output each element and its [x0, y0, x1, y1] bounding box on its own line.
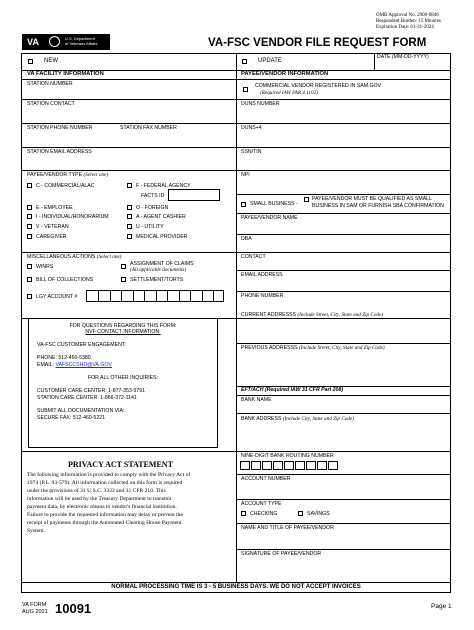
phone-label: PHONE NUMBER: [241, 293, 284, 299]
lgy-account-input[interactable]: [86, 290, 224, 302]
bank-address-label: BANK ADDRESS (Include City, State and Zip Code): [241, 416, 355, 422]
type-a-label: A - AGENT CASHIER: [136, 214, 186, 220]
lgy-label: LGY ACCOUNT #: [36, 294, 78, 300]
station-number-label: STATION NUMBER: [27, 81, 73, 87]
current-address-label: CURRENT ADDRESSS (Include Street, City, State and Zip Code): [241, 312, 384, 318]
dba-label: DBA: [241, 236, 252, 242]
logo-va-text: VA: [27, 37, 39, 47]
account-type-label: ACCOUNT TYPE: [241, 501, 282, 507]
new-checkbox[interactable]: [28, 59, 33, 64]
caregiver-checkbox[interactable]: [27, 234, 32, 239]
settlement-label: SETTLEMENT/TORTS: [130, 277, 184, 283]
contact-label: CONTACT: [241, 254, 266, 260]
contact-fax: SECURE FAX: 512-460-5221: [37, 415, 106, 421]
type-u-label: U - UTILITY: [136, 224, 164, 230]
type-a-checkbox[interactable]: [127, 214, 132, 219]
va-seal-icon: [49, 36, 60, 47]
small-business-req2: BUSINESS IN SAM OR FURNISH SBA CONFIRMATION: [312, 203, 444, 209]
misc-actions-label: MISCELLANEOUS ACTIONS (Select one): [27, 254, 122, 260]
commercial-vendor-hint: (Required IAW FAR 4.1102): [260, 90, 318, 96]
logo-dept-text: U.S. Department of Veterans Affairs: [65, 36, 98, 46]
routing-label: NINE-DIGIT BANK ROUTING NUMBER: [241, 453, 334, 459]
type-e-label: E - EMPLOYEE: [36, 205, 73, 211]
facts-id-label: FACTS ID: [141, 193, 165, 199]
privacy-title: PRIVACY ACT STATEMENT: [68, 460, 173, 469]
type-i-checkbox[interactable]: [27, 214, 32, 219]
bill-label: BILL OF COLLECTIONS: [36, 277, 94, 283]
facts-id-input[interactable]: [168, 189, 220, 201]
commercial-vendor-label: COMMERCIAL VENDOR REGISTERED IN SAM.GOV: [255, 83, 382, 89]
signature-label: SIGNATURE OF PAYEE/VENDOR: [241, 551, 322, 557]
type-i-label: I - INDIVIDUAL/HONORARIUM: [36, 214, 109, 220]
winrs-label: WINRS: [36, 264, 54, 270]
form-number: 10091: [55, 601, 92, 616]
type-v-checkbox[interactable]: [27, 224, 32, 229]
payee-type-label: PAYEE/VENDOR TYPE (Select one): [27, 172, 109, 178]
duns4-label: DUNS+4: [241, 125, 262, 131]
station-phone-label: STATION PHONE NUMBER: [27, 125, 93, 131]
contact-phone: PHONE: 512-460-5380: [37, 355, 91, 361]
assignment-hint: (All applicable documents): [130, 267, 187, 273]
small-business-confirm-checkbox[interactable]: [304, 197, 309, 202]
commercial-vendor-checkbox[interactable]: [243, 87, 248, 92]
contact-scc: STATION CARE CENTER: 1-866-372-1141: [37, 395, 137, 401]
contact-nvf: NVF CONTACT INFORMATION:: [85, 329, 161, 335]
medical-label: MEDICAL PROVIDER: [136, 234, 188, 240]
va-facility-header: VA FACILITY INFORMATION: [27, 71, 104, 77]
bank-name-label: BANK NAME: [241, 397, 272, 403]
savings-checkbox[interactable]: [298, 511, 303, 516]
contact-email-link[interactable]: VAFSCCSHD@VA.GOV: [55, 362, 112, 368]
eft-ach-label: EFT/ACH (Required IAW 31 CFR Part 208): [241, 387, 344, 393]
checking-checkbox[interactable]: [241, 511, 246, 516]
name-title-label: NAME AND TITLE OF PAYEE/VENDOR: [241, 525, 334, 531]
type-o-label: O - FOREIGN: [136, 205, 169, 211]
va-form-label: VA FORM AUG 2021: [22, 602, 48, 615]
type-u-checkbox[interactable]: [127, 224, 132, 229]
previous-address-label: PREVIOUS ADDRESSS (Include Street, City, State and Zip Code): [241, 345, 385, 351]
assignment-checkbox[interactable]: [121, 264, 126, 269]
duns-label: DUNS NUMBER: [241, 101, 280, 107]
date-label: DATE (MM-DD-YYYY): [377, 54, 429, 60]
update-checkbox[interactable]: [242, 59, 247, 64]
contact-engagement: VA-FSC CUSTOMER ENGAGEMENT:: [37, 342, 126, 348]
small-business-req1: PAYEE/VENDOR MUST BE QUALIFIED AS SMALL: [312, 196, 432, 202]
type-f-label: F - FEDERAL AGENCY: [136, 183, 191, 189]
type-v-label: V - VETERAN: [36, 224, 69, 230]
payee-name-label: PAYEE/VENDOR NAME: [241, 215, 298, 221]
account-number-label: ACCOUNT NUMBER: [241, 476, 291, 482]
type-o-checkbox[interactable]: [127, 205, 132, 210]
caregiver-label: CAREGIVER: [36, 234, 67, 240]
type-f-checkbox[interactable]: [127, 183, 132, 188]
privacy-body: The following information is provided to comply with the Privacy Act of 1974 (P.L. 93-579). All information collected on this form is required under the provisions of 31 U.S.C. 3322 and 31 CFR 210. This information will be used by the Treasury Department to transmit payment data, by electronic means to vendor's financial institution. Failure to provide the requested information may delay or prevent the receipt of payments through the Automated Clearing House Payment System.: [27, 472, 191, 534]
omb-approval: OMB Approval No. 2900-0846 Respondent Burden: 15 Minutes Expiration Date: 01-31-2024: [376, 13, 441, 30]
station-contact-label: STATION CONTACT: [27, 101, 75, 107]
settlement-checkbox[interactable]: [121, 277, 126, 282]
contact-email: EMAIL: VAFSCCSHD@VA.GOV: [37, 362, 112, 368]
date-input[interactable]: [377, 61, 447, 69]
new-label: NEW: [44, 58, 58, 64]
contact-other: FOR ALL OTHER INQUIRIES:: [87, 375, 159, 381]
checking-label: CHECKING: [250, 511, 278, 517]
page-number: Page 1: [431, 603, 452, 610]
lgy-checkbox[interactable]: [27, 294, 32, 299]
ssn-label: SSN/TIN: [241, 149, 262, 155]
processing-note: NORMAL PROCESSING TIME IS 3 - 5 BUSINESS DAYS. WE DO NOT ACCEPT INVOICES: [111, 584, 361, 590]
type-c-checkbox[interactable]: [27, 183, 32, 188]
small-business-label: SMALL BUSINESS -: [250, 201, 298, 207]
contact-ccc: CUSTOMER CARE CENTER: 1-877-353-9791: [37, 388, 146, 394]
winrs-checkbox[interactable]: [27, 264, 32, 269]
medical-checkbox[interactable]: [127, 234, 132, 239]
contact-questions: FOR QUESTIONS REGARDING THIS FORM:: [69, 323, 177, 329]
update-label: UPDATE: [258, 58, 282, 64]
va-logo: [22, 34, 110, 50]
contact-submit: SUBMIT ALL DOCUMENTATION VIA:: [37, 408, 125, 414]
savings-label: SAVINGS: [307, 511, 330, 517]
type-c-label: C - COMMERCIAL/ALAC: [36, 183, 95, 189]
station-email-label: STATION EMAIL ADDRESS: [27, 149, 92, 155]
contact-info-box: [28, 318, 218, 448]
bill-checkbox[interactable]: [27, 277, 32, 282]
small-business-checkbox[interactable]: [241, 202, 246, 207]
npi-label: NPI: [241, 172, 250, 178]
type-e-checkbox[interactable]: [27, 205, 32, 210]
station-fax-label: STATION FAX NUMBER: [120, 125, 177, 131]
payee-header: PAYEE/VENDOR INFORMATION: [241, 71, 329, 77]
email-label: EMAIL ADDRESS: [241, 272, 283, 278]
assignment-label: ASSIGNMENT OF CLAIMS: [130, 261, 194, 267]
form-title: VA-FSC VENDOR FILE REQUEST FORM: [208, 37, 427, 49]
